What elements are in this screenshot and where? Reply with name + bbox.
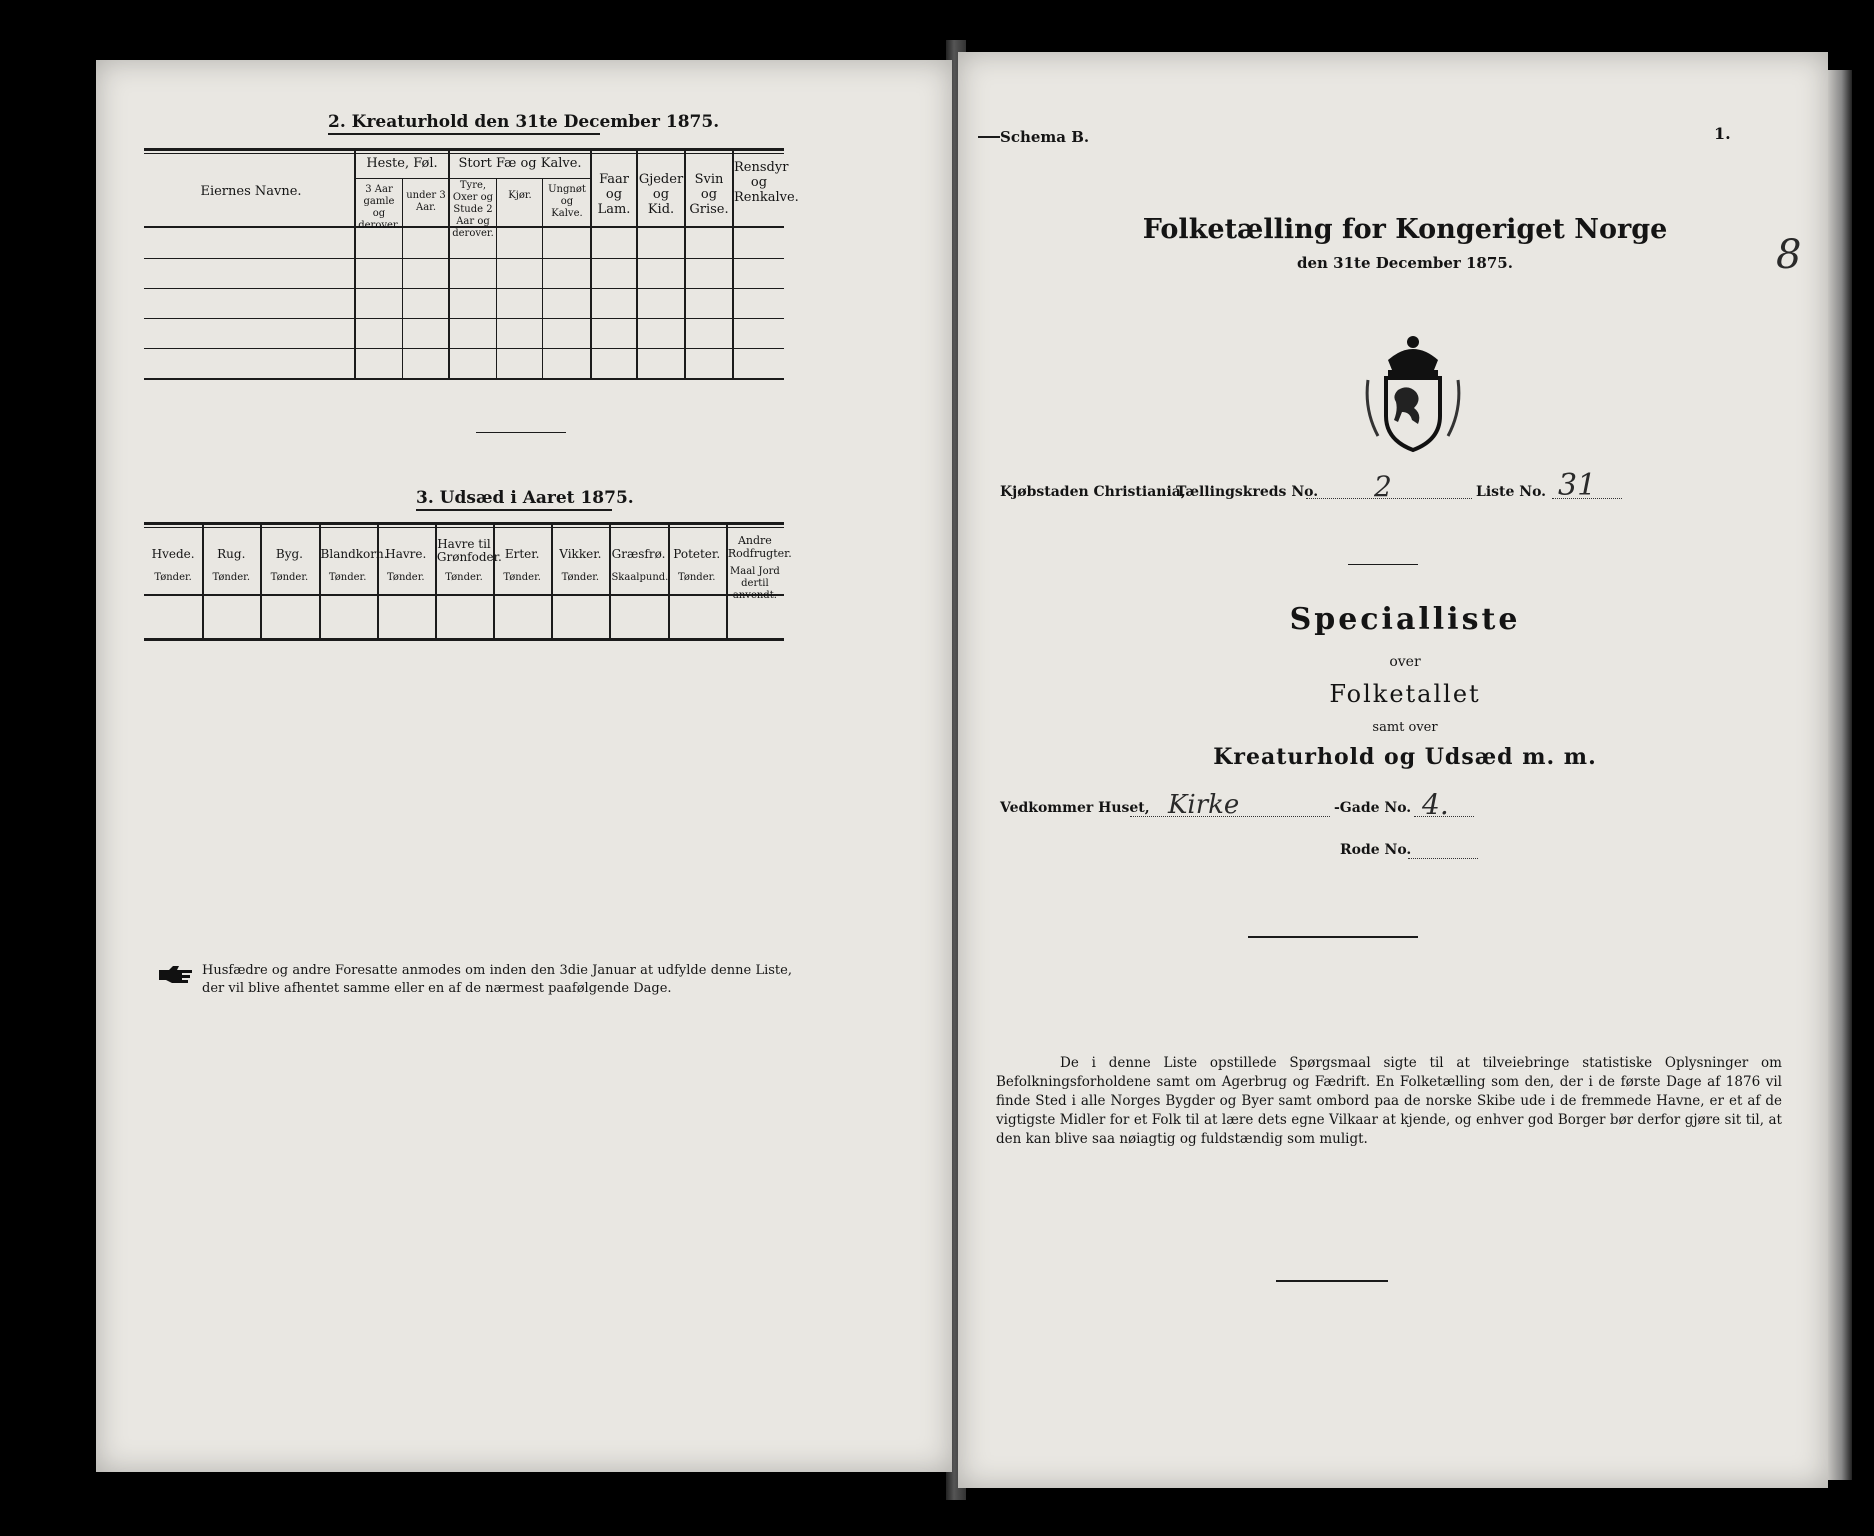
seed-col-name: Rug. xyxy=(217,547,246,561)
place-prefix: Kjøbstaden Christiania, xyxy=(1000,484,1186,500)
col-fae-sub2: Kjør. xyxy=(508,190,532,201)
liste-label: Liste No. xyxy=(1476,484,1547,500)
notice-text: Husfædre og andre Foresatte anmodes om inden den 3die Januar at udfylde denne Liste, der vil blive afhentet samme eller en af de nærmest paafølgende Dage. xyxy=(202,963,792,996)
seed-col-name: Blandkorn. xyxy=(320,547,388,561)
seed-col-name: Byg. xyxy=(275,547,303,561)
samt-over-label: samt over xyxy=(1372,720,1438,735)
coat-of-arms-icon xyxy=(1358,330,1468,454)
col-gjeder: Gjeder og Kid. xyxy=(638,172,684,217)
col-rensdyr: Rensdyr og Renkalve. xyxy=(734,160,799,205)
col-heste-sub1: 3 Aar gamle og derover. xyxy=(358,184,400,231)
col-stort-fae: Stort Fæ og Kalve. xyxy=(458,156,582,171)
margin-mark: 8 xyxy=(1776,232,1802,278)
seed-col-name: Hvede. xyxy=(151,547,195,561)
seed-col-unit: Tønder. xyxy=(387,572,425,583)
kreaturhold-label: Kreaturhold og Udsæd m. m. xyxy=(1213,744,1597,770)
col-heste-sub2: under 3 Aar. xyxy=(406,190,446,213)
pointing-hand-icon xyxy=(158,964,194,984)
seed-col-unit: Maal Jord dertil anvendt. xyxy=(730,566,780,601)
col-owner: Eiernes Navne. xyxy=(200,184,302,199)
address-prefix: Vedkommer Huset, xyxy=(1000,800,1150,816)
section3-title: 3. Udsæd i Aaret 1875. xyxy=(416,488,634,508)
seed-col-unit: Skaalpund. xyxy=(611,572,669,583)
right-page xyxy=(958,52,1828,1488)
seed-col-name: Græsfrø. xyxy=(611,547,666,561)
left-page xyxy=(96,60,952,1472)
section2-title: 2. Kreaturhold den 31te December 1875. xyxy=(328,112,720,132)
seed-col-unit: Tønder. xyxy=(561,572,600,583)
kreds-value: 2 xyxy=(1374,470,1392,503)
col-fae-sub3: Ungnøt og Kalve. xyxy=(548,184,586,219)
col-svin: Svin og Grise. xyxy=(689,172,729,217)
col-heste: Heste, Føl. xyxy=(366,156,438,171)
seed-col-name: Havre til Grønfoder. xyxy=(436,537,502,564)
gade-value: 4. xyxy=(1422,788,1449,821)
seed-col-name: Poteter. xyxy=(673,547,721,561)
over-label: over xyxy=(1389,654,1421,670)
seed-col-name: Andre Rodfrugter. xyxy=(727,534,792,560)
page-number: 1. xyxy=(1714,124,1731,143)
heading-specialliste: Specialliste xyxy=(1289,602,1521,637)
seed-col-unit: Tønder. xyxy=(677,572,716,583)
rode-label: Rode No. xyxy=(1340,842,1412,858)
street-value: Kirke xyxy=(1168,790,1240,820)
census-title: Folketælling for Kongeriget Norge xyxy=(1142,214,1668,245)
seed-col-unit: Tønder. xyxy=(212,572,251,583)
seed-col-unit: Tønder. xyxy=(328,572,367,583)
seed-col-name: Havre. xyxy=(385,547,427,561)
schema-label: Schema B. xyxy=(1000,128,1090,146)
seed-col-unit: Tønder. xyxy=(445,572,483,583)
seed-col-unit: Tønder. xyxy=(154,572,192,583)
seed-col-unit: Tønder. xyxy=(270,572,309,583)
gade-label: -Gade No. xyxy=(1334,800,1412,816)
col-fae-sub1: Tyre, Oxer og Stude 2 Aar og derover. xyxy=(452,180,494,239)
separator xyxy=(476,432,566,433)
census-date: den 31te December 1875. xyxy=(1297,254,1513,272)
kreds-label: Tællingskreds No. xyxy=(1176,484,1319,500)
seed-col-name: Vikker. xyxy=(559,547,602,561)
seed-col-unit: Tønder. xyxy=(503,572,541,583)
seed-col-name: Erter. xyxy=(504,547,540,561)
folketallet-label: Folketallet xyxy=(1329,680,1481,708)
col-faar: Faar og Lam. xyxy=(597,172,631,217)
info-paragraph: De i denne Liste opstillede Spørgsmaal sigte til at tilveiebringe statistiske Oplysninger om Befolkningsforholdene samt om Agerbrug og Fædrift. En Folketælling som den, der i de første Dage af 1876 vil finde Sted i alle Norges Bygder og Byer samt ombord paa de norske Skibe ude i de fremmede Havne, er et af de vigtigste Midler for et Folk til at lære dets egne Vilkaar at kjende, og enhver god Borger bør derfor gjøre sit til, at den kan blive saa nøiagtig og fuldstændig som muligt. xyxy=(996,1055,1782,1147)
page-edge xyxy=(1826,70,1852,1480)
liste-value: 31 xyxy=(1558,468,1597,503)
